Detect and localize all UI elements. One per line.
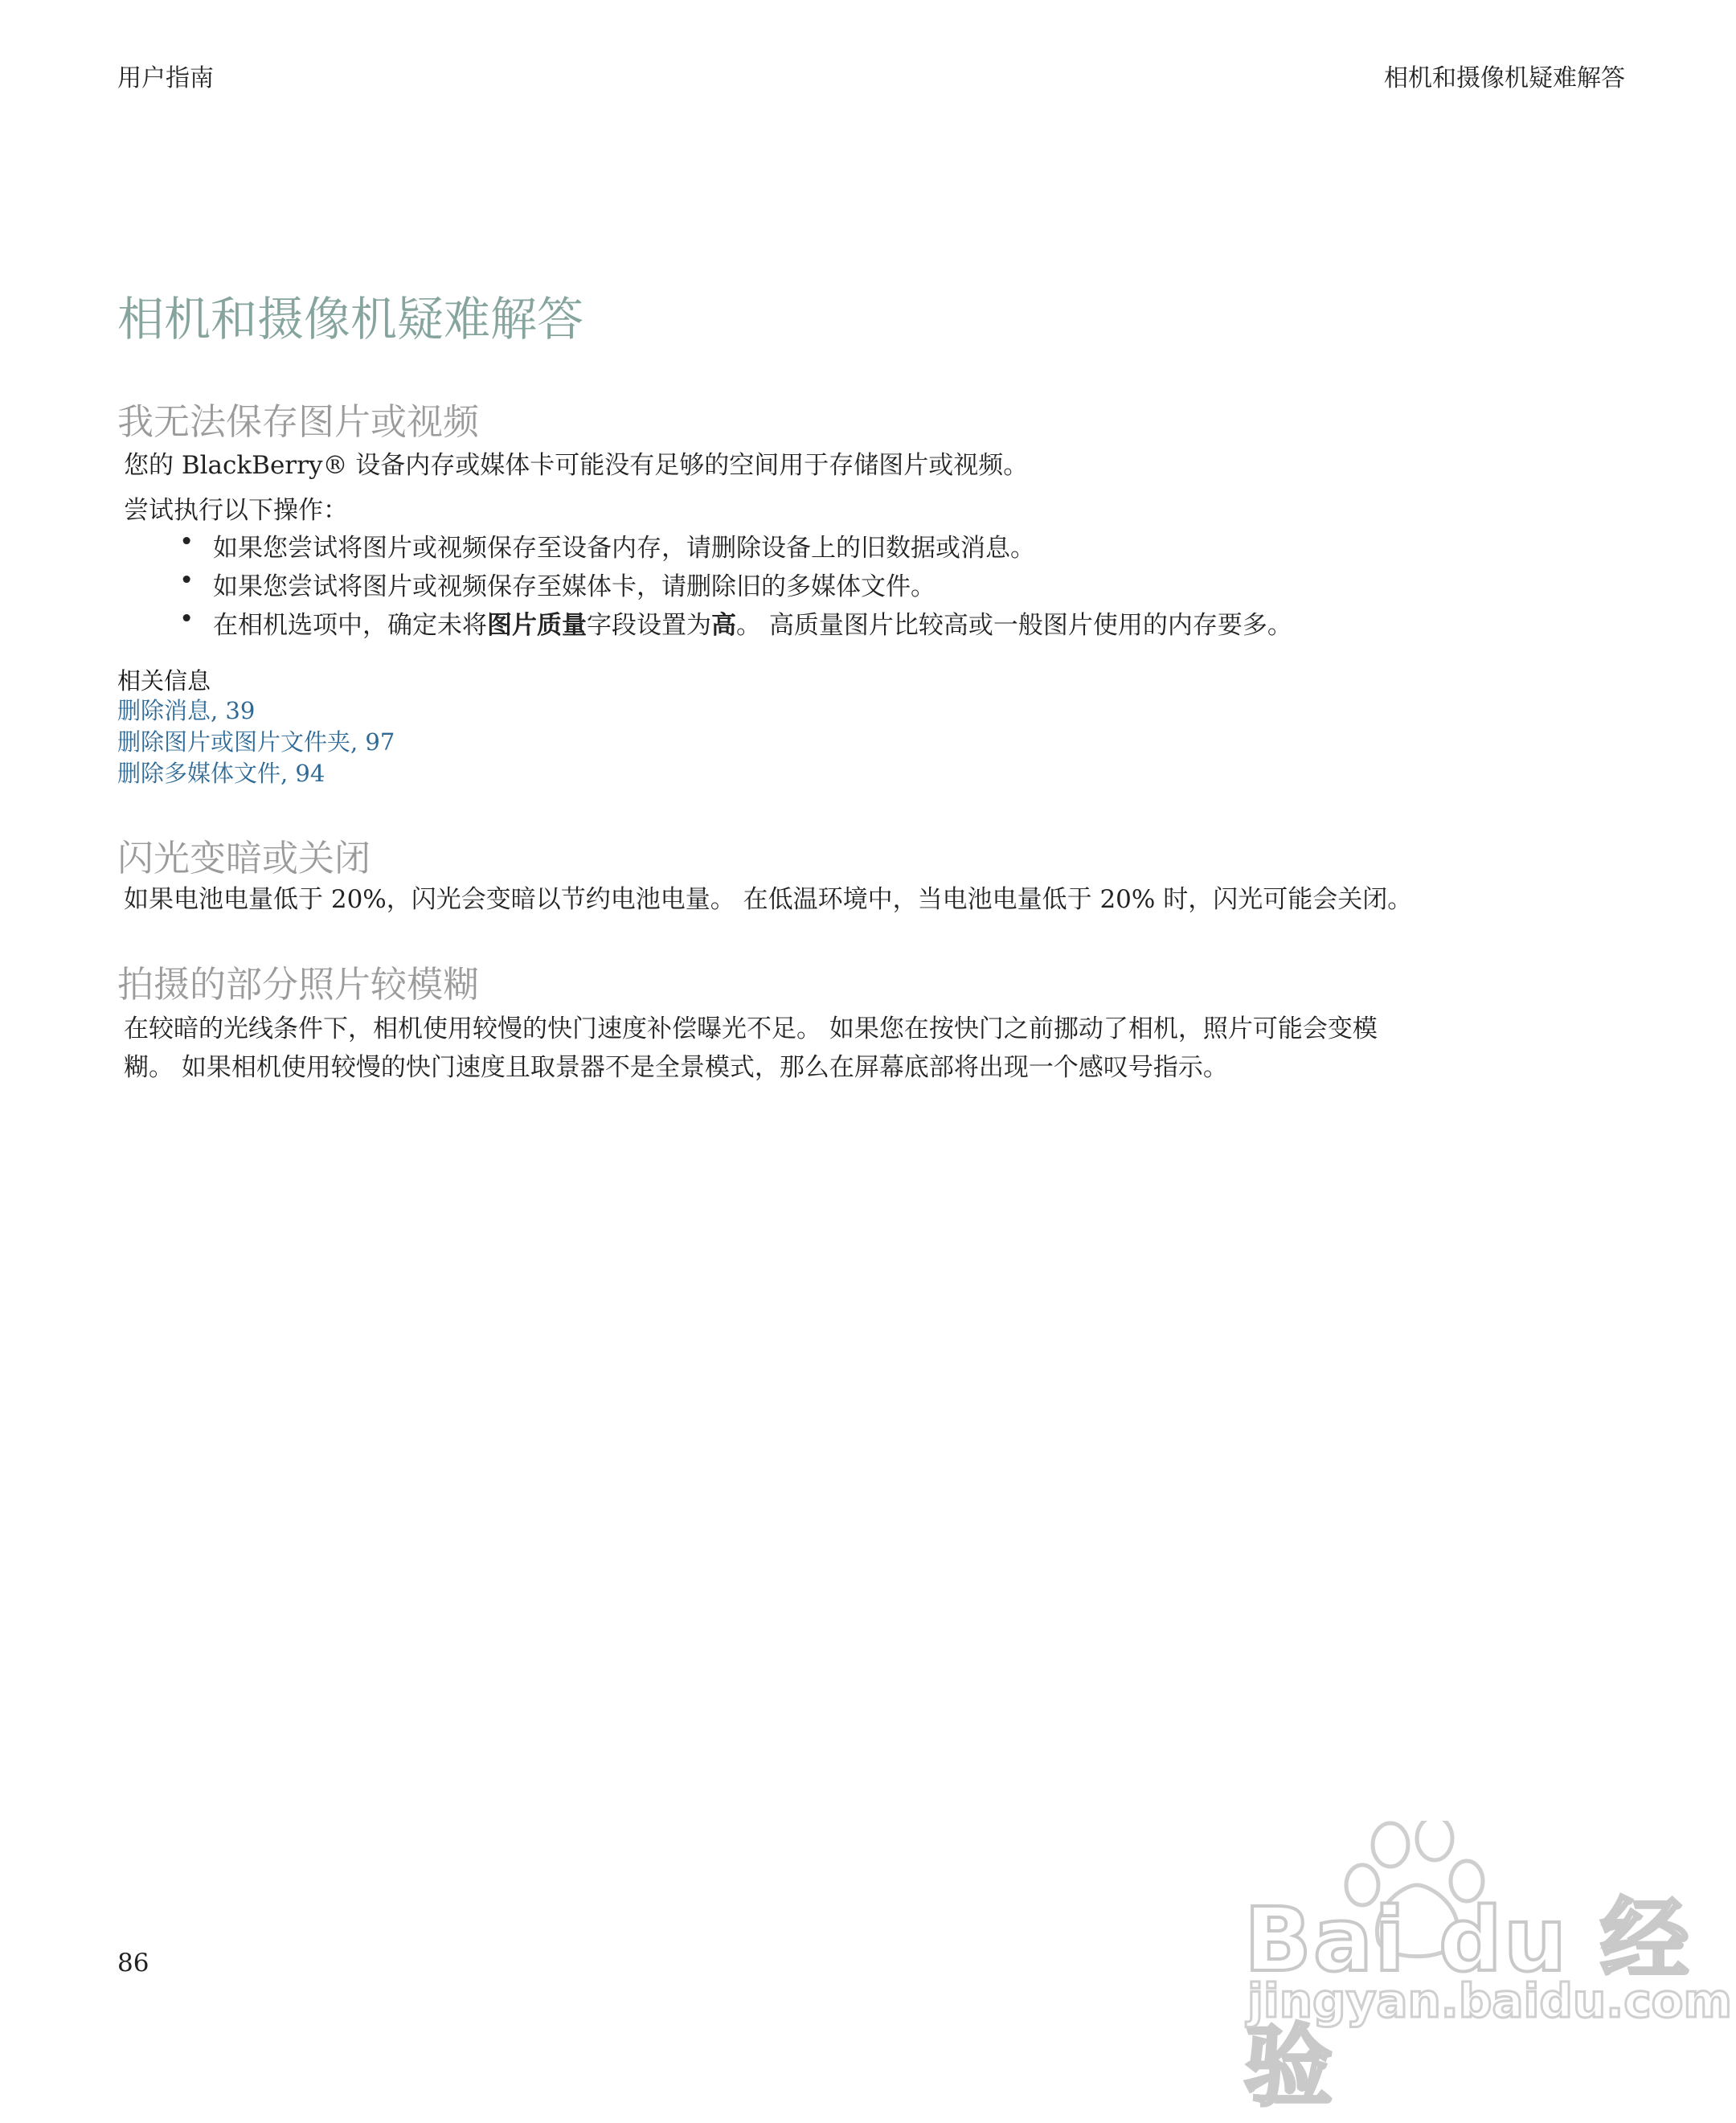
bullet-item <box>179 605 1292 641</box>
section-title-save: 我无法保存图片或视频 <box>117 400 480 443</box>
related-info-heading: 相关信息 <box>117 667 211 695</box>
watermark-url: jingyan.baidu.com <box>1247 1973 1732 2028</box>
bullet-text: 如果您尝试将图片或视频保存至媒体卡，请删除旧的多媒体文件。 <box>213 572 936 601</box>
bullet-text: 如果您尝试将图片或视频保存至设备内存，请删除设备上的旧数据或消息。 <box>213 534 1035 563</box>
bullet-text-mid: 字段设置为 <box>587 611 711 640</box>
bullet-icon: • <box>179 527 194 556</box>
related-link-delete-messages[interactable]: 删除消息, 39 <box>117 697 256 724</box>
section-blurry-line2: 糊。 如果相机使用较慢的快门速度且取景器不是全景模式，那么在屏幕底部将出现一个感叹号指示。 <box>124 1053 1228 1082</box>
section-blurry-line1: 在较暗的光线条件下，相机使用较慢的快门速度补偿曝光不足。 如果您在按快门之前挪动了相机，照片可能会变模 <box>124 1014 1378 1043</box>
section-save-intro: 您的 BlackBerry® 设备内存或媒体卡可能没有足够的空间用于存储图片或视频。 <box>124 451 1029 480</box>
section-save-try: 尝试执行以下操作： <box>124 496 348 525</box>
watermark-brand: Bai du 经验 <box>1244 1888 1691 2118</box>
bullet-item <box>179 527 1035 564</box>
section-title-blurry: 拍摄的部分照片较模糊 <box>117 963 480 1006</box>
chapter-title: 相机和摄像机疑难解答 <box>117 292 584 346</box>
section-title-flash: 闪光变暗或关闭 <box>117 837 371 879</box>
running-header-right: 相机和摄像机疑难解答 <box>1384 64 1625 92</box>
bullet-text-pre: 在相机选项中，确定未将 <box>213 611 487 640</box>
section-flash-text: 如果电池电量低于 20%，闪光会变暗以节约电池电量。 在低温环境中，当电池电量低于 20% 时，闪光可能会关闭。 <box>124 885 1413 914</box>
bullet-icon: • <box>179 566 194 595</box>
related-link-delete-pictures[interactable]: 删除图片或图片文件夹, 97 <box>117 728 395 756</box>
running-header-left: 用户指南 <box>117 64 214 92</box>
bullet-item <box>179 566 936 602</box>
page-number: 86 <box>117 1949 149 1978</box>
option-value-high: 高 <box>711 611 736 640</box>
related-link-delete-media[interactable]: 删除多媒体文件, 94 <box>117 760 326 787</box>
bullet-icon: • <box>179 605 194 633</box>
bullet-text-post: 。 高质量图片比较高或一般图片使用的内存要多。 <box>736 611 1292 640</box>
field-name-image-quality: 图片质量 <box>487 611 587 640</box>
